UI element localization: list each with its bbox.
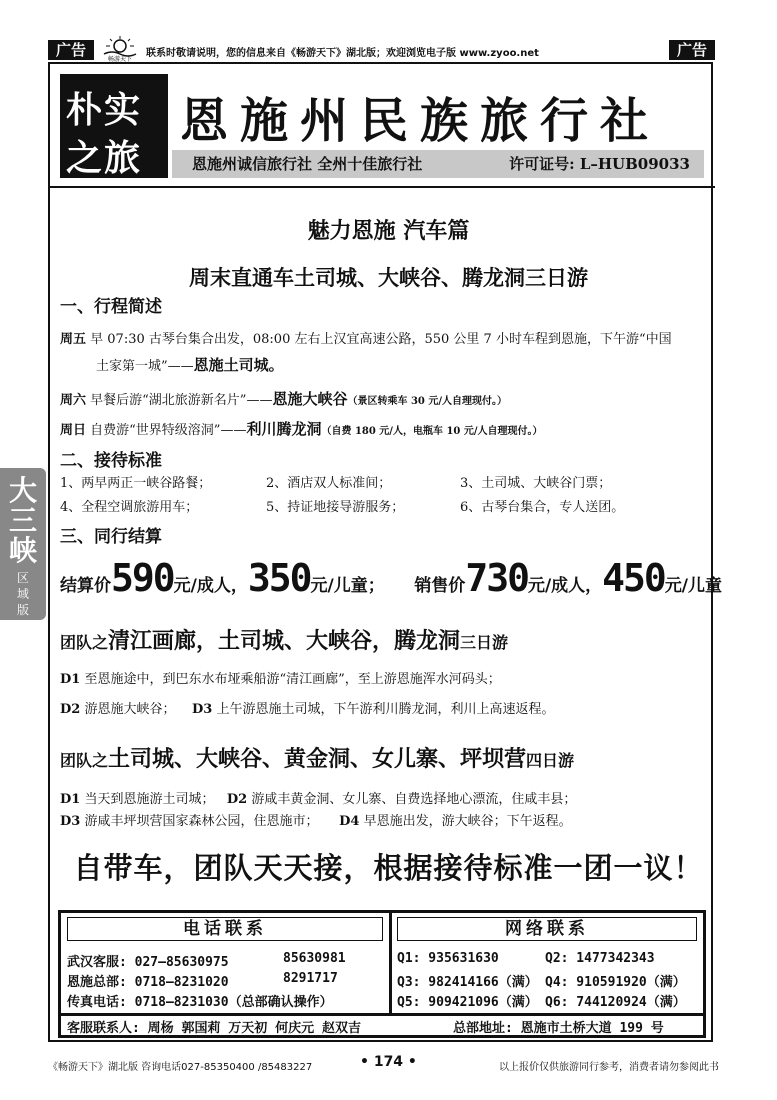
page-title: 魅力恩施 汽车篇 — [307, 218, 470, 244]
day-label: D3 — [192, 702, 213, 717]
wuhan-phone: 武汉客服: 027—85630975 — [67, 955, 229, 970]
highlight-text: 恩施土司城。 — [193, 356, 284, 374]
footer-publisher: 《畅游天下》湖北版 咨询电话027-85350400 /85483227 — [48, 1062, 313, 1073]
header-divider — [48, 186, 715, 188]
day-text: 上午游恩施土司城，下午游利川腾龙洞，利川上高速返程。 — [216, 702, 555, 717]
day-text: 当天到恩施游土司城； — [84, 792, 215, 807]
itinerary-saturday — [60, 388, 507, 409]
tour-suffix: 四日游 — [526, 751, 575, 770]
fax-phone: 传真电话: 0718—8231030（总部确认操作） — [67, 995, 333, 1010]
contact-divider — [389, 913, 392, 1013]
standard-item: 3、土司城、大峡谷门票； — [460, 476, 612, 491]
agency-subtitle: 恩施州诚信旅行社 全州十佳旅行社 — [192, 155, 423, 173]
tour3-title — [60, 742, 574, 773]
slogan: 自带车，团队天天接，根据接待标准一团一议！ — [73, 851, 704, 885]
day-label: D1 — [60, 672, 81, 687]
tour-name: 土司城、大峡谷、黄金洞、女儿寨、坪坝营 — [108, 746, 527, 772]
enshi-phone-2: 8291717 — [283, 971, 338, 986]
note-text: （景区转乘车 30 元/人自理现付。） — [347, 396, 507, 407]
qq-3: Q3: 982414166（满） — [397, 975, 538, 990]
child-unit: 元/儿童； — [310, 576, 385, 596]
sale-label: 销售价 — [414, 576, 466, 596]
qq-6: Q6: 744120924（满） — [545, 995, 686, 1010]
day-label: 周六 — [60, 393, 87, 408]
standard-item: 4、全程空调旅游用车； — [60, 500, 199, 515]
standard-item: 1、两早两正一峡谷路餐； — [60, 476, 212, 491]
staff-contacts: 客服联系人: 周杨 郭国莉 万天初 何庆元 赵双吉 — [67, 1021, 361, 1036]
enshi-phone: 恩施总部: 0718—8231020 — [67, 975, 229, 990]
child-unit: 元/儿童 — [664, 576, 723, 596]
highlight-text: 恩施大峡谷 — [272, 390, 348, 408]
agency-subtitle-bar — [172, 150, 704, 178]
standard-item: 2、酒店双人标准间； — [266, 476, 392, 491]
page-frame — [48, 62, 713, 1042]
svg-text:畅游天下: 畅游天下 — [107, 56, 133, 62]
day-label: D3 — [60, 814, 81, 829]
standard-item: 5、持证地接导游服务； — [266, 500, 405, 515]
settle-label: 结算价 — [60, 576, 111, 596]
tour2-title — [60, 624, 508, 655]
tour3-day1-2 — [60, 788, 576, 807]
contact-divider — [61, 1013, 703, 1016]
tour-suffix: 三日游 — [460, 633, 509, 652]
qq-2: Q2: 1477342343 — [545, 951, 655, 966]
day-text: 游咸丰黄金洞、女儿寨、自费选择地心漂流，住咸丰县； — [251, 792, 577, 807]
tour3-day3-4 — [60, 810, 572, 829]
day-text: 早 07:30 古琴台集合出发，08:00 左右上汉宜高速公路，550 公里 7 小时车程到恩施，下午游“中国 — [90, 332, 672, 347]
day-text: 游恩施大峡谷； — [84, 702, 176, 717]
ad-label-left: 广告 — [48, 40, 94, 60]
hq-address: 总部地址: 恩施市土桥大道 199 号 — [453, 1021, 664, 1036]
region-edition: 区域版 — [16, 571, 29, 617]
adult-settle-price: 590 — [111, 556, 174, 600]
tour2-day2-3 — [60, 698, 555, 717]
tour-prefix: 团队之 — [60, 633, 109, 652]
phone-contact-heading: 电话联系 — [67, 917, 383, 941]
page-number: • 174 • — [360, 1054, 417, 1070]
region-side-tab — [0, 468, 46, 620]
qq-1: Q1: 935631630 — [397, 951, 499, 966]
footer-disclaimer: 以上报价仅供旅游同行参考，消费者请勿参阅此书 — [499, 1062, 719, 1073]
adult-unit: 元/成人， — [527, 576, 603, 596]
day-label: D4 — [339, 814, 360, 829]
standard-item: 6、古琴台集合，专人送团。 — [460, 500, 625, 515]
day-label: 周日 — [60, 423, 87, 438]
child-settle-price: 350 — [247, 556, 311, 600]
license-number: 许可证号: L–HUB09033 — [509, 155, 690, 173]
day-label: D2 — [60, 702, 81, 717]
region-name: 大三峡 — [8, 474, 37, 567]
wuhan-phone-2: 85630981 — [283, 951, 346, 966]
day-label: D1 — [60, 792, 81, 807]
qq-5: Q5: 909421096（满） — [397, 995, 538, 1010]
day-text: 游咸丰坪坝营国家森林公园，住恩施市； — [84, 814, 319, 829]
itinerary-sunday — [60, 418, 543, 439]
section-settlement: 三、同行结算 — [60, 527, 162, 547]
day-text: 至恩施途中，到巴东水布垭乘船游“清江画廊”，至上游恩施浑水河码头； — [84, 672, 501, 687]
tour1-title: 周末直通车土司城、大峡谷、腾龙洞三日游 — [189, 265, 588, 290]
top-notice: 联系时敬请说明，您的信息来自《畅游天下》湖北版；欢迎浏览电子版 www.zyoo.net — [146, 48, 539, 59]
child-sale-price: 450 — [602, 556, 665, 600]
ad-label-right: 广告 — [669, 40, 715, 60]
tour2-day1 — [60, 668, 501, 687]
tour-name: 清江画廊，土司城、大峡谷，腾龙洞 — [108, 628, 461, 654]
section-itinerary: 一、行程简述 — [60, 297, 162, 317]
adult-sale-price: 730 — [465, 556, 528, 600]
net-contact-heading: 网络联系 — [397, 917, 697, 941]
tour-prefix: 团队之 — [60, 751, 109, 770]
day-text: 早餐后游“湖北旅游新名片”—— — [90, 393, 273, 408]
brand-logo — [60, 74, 168, 178]
logo-line-2: 之旅 — [66, 137, 143, 179]
contact-box — [58, 910, 706, 1038]
day-label: D2 — [226, 792, 248, 807]
day-label: 周五 — [60, 332, 87, 347]
adult-unit: 元/成人， — [173, 576, 248, 596]
highlight-text: 利川腾龙洞 — [246, 420, 322, 438]
qq-4: Q4: 910591920（满） — [545, 975, 686, 990]
note-text: （自费 180 元/人，电瓶车 10 元/人自理现付。） — [321, 426, 543, 437]
day-text: 自费游“世界特级溶洞”—— — [90, 423, 247, 438]
itinerary-friday-cont — [96, 354, 284, 375]
itinerary-friday — [60, 328, 672, 347]
agency-name: 恩施州民族旅行社 — [180, 93, 661, 149]
day-text: 早恩施出发，游大峡谷；下午返程。 — [363, 814, 572, 829]
section-standards: 二、接待标准 — [60, 451, 162, 471]
top-strip — [48, 40, 715, 62]
price-line — [60, 556, 722, 600]
sun-logo-icon — [100, 36, 140, 62]
day-text: 土家第一城”—— — [96, 359, 194, 374]
logo-line-1: 朴实 — [66, 89, 143, 131]
